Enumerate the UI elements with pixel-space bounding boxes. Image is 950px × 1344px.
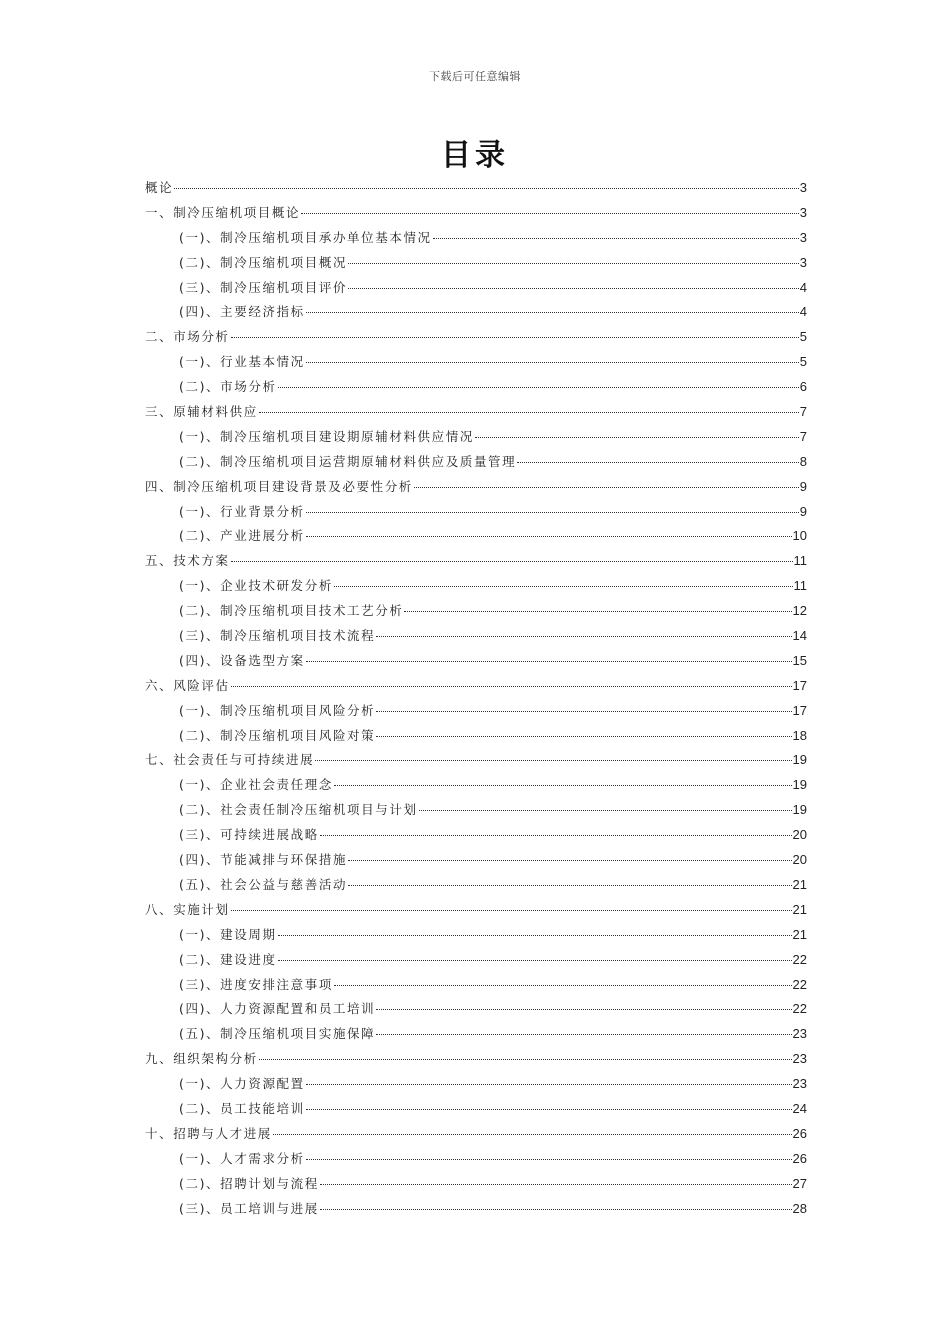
toc-entry[interactable]	[145, 724, 807, 749]
toc-entry[interactable]	[145, 948, 807, 973]
toc-entry-page-number: 3	[799, 204, 807, 220]
toc-entry-text: (二)、产业进展分析	[179, 528, 305, 544]
toc-entry-text: (二)、制冷压缩机项目风险对策	[179, 727, 376, 743]
toc-entry[interactable]	[145, 923, 807, 948]
toc-entry-text: (四)、设备选型方案	[179, 652, 305, 668]
toc-entry-text: (四)、主要经济指标	[179, 304, 305, 320]
toc-leader-dots	[348, 263, 799, 264]
toc-entry-page-number: 18	[792, 727, 807, 743]
toc-entry-text: (一)、制冷压缩机项目风险分析	[179, 702, 376, 718]
toc-entry-page-number: 21	[792, 876, 807, 892]
toc-entry[interactable]	[145, 898, 807, 923]
toc-entry-text: (二)、市场分析	[179, 379, 277, 395]
toc-entry-page-number: 19	[792, 777, 807, 793]
toc-leader-dots	[404, 611, 791, 612]
toc-leader-dots	[334, 985, 792, 986]
toc-title: 目录	[441, 138, 509, 173]
toc-entry-text: 十、招聘与人才进展	[145, 1125, 272, 1141]
toc-leader-dots	[348, 288, 799, 289]
toc-entry-text: (三)、可持续进展战略	[179, 827, 319, 843]
toc-entry-page-number: 12	[792, 603, 807, 619]
toc-entry-text: (一)、人才需求分析	[179, 1150, 305, 1166]
toc-entry-page-number: 22	[792, 951, 807, 967]
toc-entry[interactable]	[145, 748, 807, 773]
toc-leader-dots	[231, 686, 792, 687]
toc-leader-dots	[348, 860, 791, 861]
toc-entry-text: (五)、制冷压缩机项目实施保障	[179, 1026, 376, 1042]
toc-entry-page-number: 23	[792, 1026, 807, 1042]
toc-entry[interactable]	[145, 176, 807, 201]
toc-entry-text: (三)、员工培训与进展	[179, 1200, 319, 1216]
toc-entry[interactable]	[145, 973, 807, 998]
toc-entry[interactable]	[145, 226, 807, 251]
toc-entry-page-number: 3	[799, 254, 807, 270]
toc-entry-text: (一)、行业背景分析	[179, 503, 305, 519]
toc-leader-dots	[231, 910, 792, 911]
toc-entry-text: (五)、社会公益与慈善活动	[179, 876, 348, 892]
toc-leader-dots	[315, 760, 791, 761]
toc-entry-text: (一)、企业技术研发分析	[179, 578, 333, 594]
toc-entry-page-number: 21	[792, 901, 807, 917]
toc-entry-page-number: 7	[799, 404, 807, 420]
toc-leader-dots	[273, 1134, 792, 1135]
toc-entry-text: (四)、节能减排与环保措施	[179, 852, 348, 868]
toc-entry-page-number: 23	[792, 1076, 807, 1092]
toc-entry-page-number: 10	[792, 528, 807, 544]
toc-leader-dots	[306, 362, 799, 363]
toc-entry-text: (四)、人力资源配置和员工培训	[179, 1001, 376, 1017]
toc-entry[interactable]	[145, 873, 807, 898]
toc-entry-text: 三、原辅材料供应	[145, 404, 258, 420]
toc-leader-dots	[231, 561, 793, 562]
toc-entry[interactable]	[145, 699, 807, 724]
toc-leader-dots	[306, 661, 792, 662]
toc-entry-page-number: 5	[799, 354, 807, 370]
toc-leader-dots	[376, 1009, 791, 1010]
toc-entry-page-number: 14	[792, 628, 807, 644]
toc-leader-dots	[306, 1084, 792, 1085]
toc-entry-text: (三)、进度安排注意事项	[179, 976, 333, 992]
toc-entry-page-number: 11	[793, 578, 807, 594]
toc-entry-page-number: 19	[792, 802, 807, 818]
toc-leader-dots	[278, 387, 799, 388]
toc-entry[interactable]	[145, 375, 807, 400]
toc-entry-page-number: 20	[792, 827, 807, 843]
toc-list	[145, 176, 807, 1221]
toc-entry[interactable]	[145, 450, 807, 475]
toc-entry[interactable]	[145, 1122, 807, 1147]
toc-entry-text: (二)、制冷压缩机项目运营期原辅材料供应及质量管理	[179, 453, 517, 469]
toc-entry-page-number: 17	[792, 677, 807, 693]
toc-entry[interactable]	[145, 848, 807, 873]
toc-entry[interactable]	[145, 823, 807, 848]
toc-entry-text: 六、风险评估	[145, 677, 230, 693]
toc-entry[interactable]	[145, 1197, 807, 1222]
toc-leader-dots	[334, 586, 793, 587]
toc-entry[interactable]	[145, 1072, 807, 1097]
toc-entry[interactable]	[145, 1047, 807, 1072]
toc-leader-dots	[475, 437, 799, 438]
toc-entry-text: 七、社会责任与可持续进展	[145, 752, 315, 768]
toc-entry[interactable]	[145, 798, 807, 823]
toc-entry-text: (一)、制冷压缩机项目承办单位基本情况	[179, 229, 432, 245]
toc-entry-text: (二)、社会责任制冷压缩机项目与计划	[179, 802, 418, 818]
toc-leader-dots	[376, 711, 791, 712]
toc-leader-dots	[376, 636, 791, 637]
toc-leader-dots	[320, 1209, 792, 1210]
toc-entry-page-number: 21	[792, 926, 807, 942]
toc-entry-text: (二)、制冷压缩机项目技术工艺分析	[179, 603, 404, 619]
toc-entry-page-number: 6	[799, 379, 807, 395]
toc-entry-text: 概论	[145, 180, 174, 195]
toc-leader-dots	[320, 1184, 792, 1185]
toc-entry-page-number: 19	[792, 752, 807, 768]
toc-entry-page-number: 3	[799, 229, 807, 245]
toc-entry-text: (二)、建设进度	[179, 951, 277, 967]
toc-leader-dots	[306, 1109, 792, 1110]
toc-entry[interactable]	[145, 201, 807, 226]
toc-entry-text: (二)、制冷压缩机项目概况	[179, 254, 348, 270]
toc-entry[interactable]	[145, 773, 807, 798]
toc-entry-text: (二)、员工技能培训	[179, 1100, 305, 1116]
toc-entry-page-number: 22	[792, 976, 807, 992]
toc-entry-text: (一)、制冷压缩机项目建设期原辅材料供应情况	[179, 428, 474, 444]
toc-entry-page-number: 15	[792, 652, 807, 668]
toc-leader-dots	[278, 935, 792, 936]
toc-entry-page-number: 4	[799, 279, 807, 295]
toc-entry-page-number: 11	[793, 553, 807, 569]
toc-entry-page-number: 24	[792, 1100, 807, 1116]
toc-entry[interactable]	[145, 475, 807, 500]
toc-entry[interactable]	[145, 500, 807, 525]
toc-leader-dots	[306, 312, 799, 313]
page-header-note: 下载后可任意编辑	[429, 70, 521, 83]
toc-entry[interactable]	[145, 400, 807, 425]
toc-entry-text: (一)、企业社会责任理念	[179, 777, 333, 793]
toc-entry[interactable]	[145, 1147, 807, 1172]
toc-entry[interactable]	[145, 524, 807, 549]
toc-entry-page-number: 26	[792, 1125, 807, 1141]
toc-leader-dots	[348, 885, 791, 886]
toc-entry-text: (二)、招聘计划与流程	[179, 1175, 319, 1191]
toc-leader-dots	[301, 213, 799, 214]
toc-leader-dots	[376, 1034, 791, 1035]
toc-entry[interactable]	[145, 549, 807, 574]
toc-entry[interactable]	[145, 997, 807, 1022]
toc-entry-text: 二、市场分析	[145, 329, 230, 345]
toc-entry[interactable]	[145, 574, 807, 599]
toc-entry-page-number: 8	[799, 453, 807, 469]
toc-entry-page-number: 20	[792, 852, 807, 868]
toc-entry-page-number: 26	[792, 1150, 807, 1166]
toc-entry-page-number: 3	[799, 180, 807, 195]
toc-leader-dots	[376, 736, 791, 737]
toc-leader-dots	[259, 412, 799, 413]
toc-entry-text: (一)、建设周期	[179, 926, 277, 942]
toc-entry-page-number: 17	[792, 702, 807, 718]
toc-entry[interactable]	[145, 599, 807, 624]
toc-leader-dots	[174, 188, 799, 189]
toc-entry-page-number: 5	[799, 329, 807, 345]
toc-entry-text: (三)、制冷压缩机项目评价	[179, 279, 348, 295]
toc-entry[interactable]	[145, 1097, 807, 1122]
toc-entry-page-number: 23	[792, 1051, 807, 1067]
toc-entry-text: (三)、制冷压缩机项目技术流程	[179, 628, 376, 644]
toc-entry-text: 四、制冷压缩机项目建设背景及必要性分析	[145, 478, 413, 494]
toc-entry[interactable]	[145, 624, 807, 649]
toc-entry[interactable]	[145, 674, 807, 699]
toc-leader-dots	[259, 1059, 792, 1060]
toc-entry-page-number: 22	[792, 1001, 807, 1017]
toc-entry[interactable]	[145, 425, 807, 450]
toc-entry-page-number: 27	[792, 1175, 807, 1191]
toc-entry[interactable]	[145, 325, 807, 350]
toc-leader-dots	[306, 512, 799, 513]
toc-entry-page-number: 9	[799, 478, 807, 494]
toc-entry-text: 九、组织架构分析	[145, 1051, 258, 1067]
toc-leader-dots	[334, 785, 792, 786]
toc-leader-dots	[517, 462, 799, 463]
toc-entry-page-number: 9	[799, 503, 807, 519]
toc-entry-text: (一)、行业基本情况	[179, 354, 305, 370]
toc-entry[interactable]	[145, 1022, 807, 1047]
toc-leader-dots	[231, 337, 799, 338]
toc-entry-text: (一)、人力资源配置	[179, 1076, 305, 1092]
toc-entry[interactable]	[145, 350, 807, 375]
toc-leader-dots	[278, 960, 792, 961]
toc-leader-dots	[320, 835, 792, 836]
toc-entry-page-number: 7	[799, 428, 807, 444]
toc-entry[interactable]	[145, 276, 807, 301]
toc-leader-dots	[433, 238, 799, 239]
toc-entry-text: 八、实施计划	[145, 901, 230, 917]
toc-entry[interactable]	[145, 300, 807, 325]
toc-entry-text: 一、制冷压缩机项目概论	[145, 204, 301, 220]
toc-leader-dots	[306, 1159, 792, 1160]
toc-leader-dots	[306, 536, 792, 537]
toc-entry[interactable]	[145, 649, 807, 674]
toc-entry[interactable]	[145, 1172, 807, 1197]
toc-entry-page-number: 4	[799, 304, 807, 320]
toc-entry[interactable]	[145, 251, 807, 276]
toc-leader-dots	[419, 810, 792, 811]
toc-leader-dots	[414, 487, 799, 488]
toc-entry-text: 五、技术方案	[145, 553, 230, 569]
toc-entry-page-number: 28	[792, 1200, 807, 1216]
